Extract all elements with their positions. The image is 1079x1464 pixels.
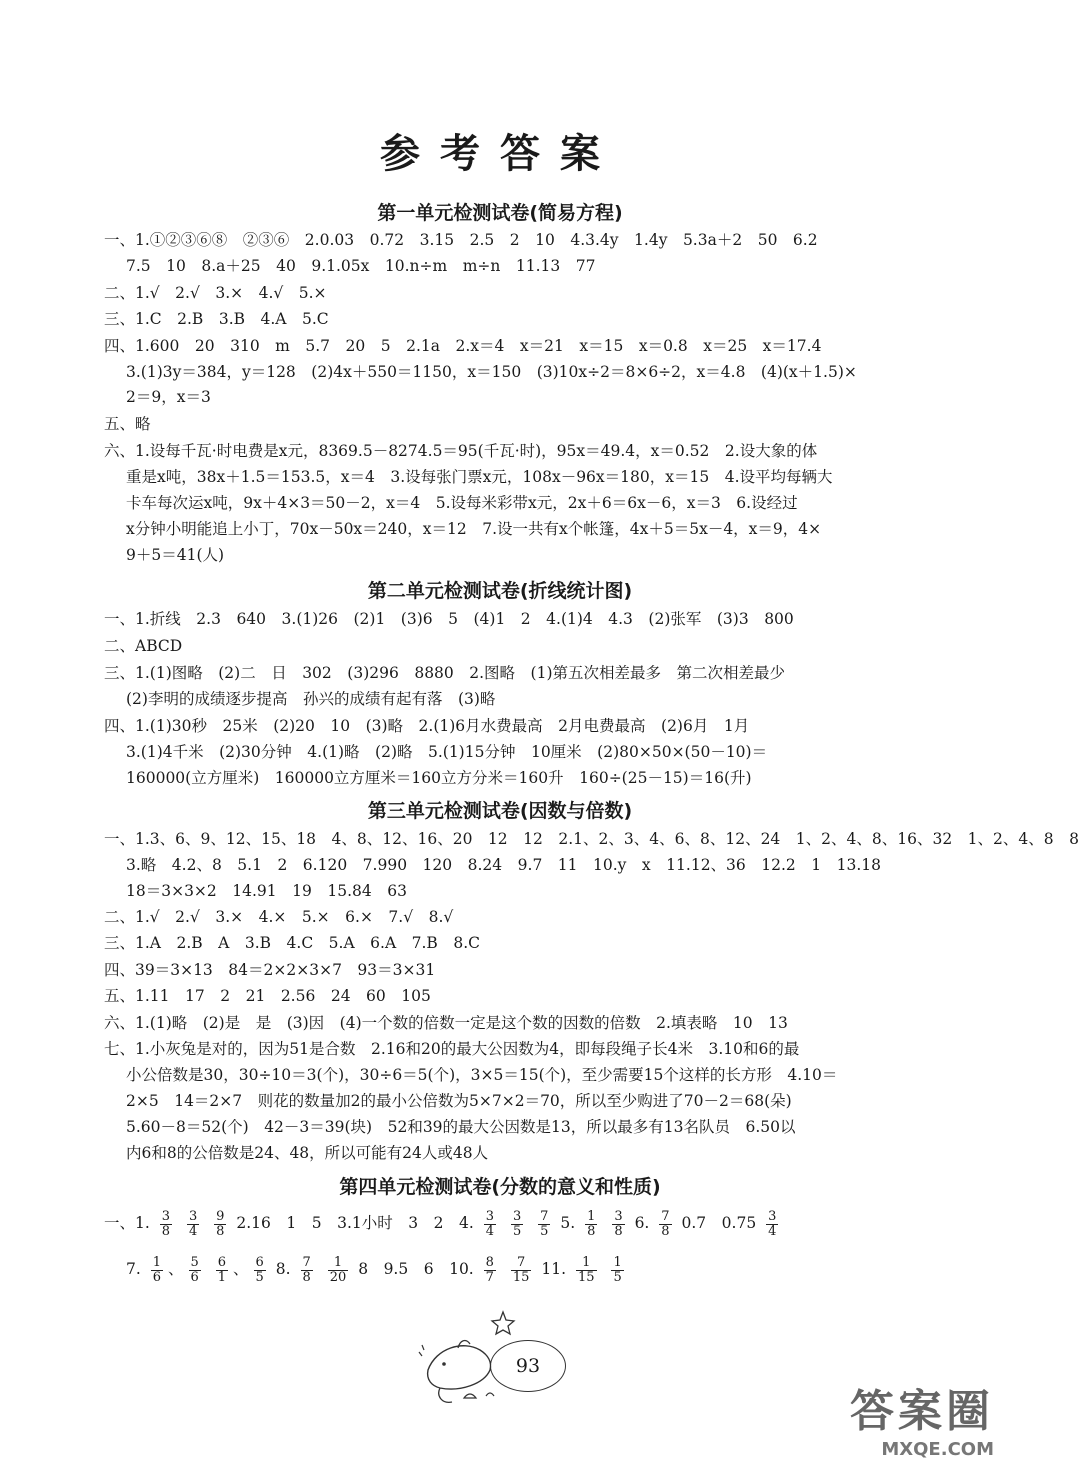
text-segment: 6.	[634, 1214, 650, 1232]
answer-line: 三、1.(1)图略 (2)二 日 302 (3)296 8880 2.图略 (1)第五次相差最多 第二次相差最少	[104, 664, 786, 682]
fraction	[254, 1256, 266, 1285]
answer-line: 重是x吨，38x＋1.5＝153.5，x＝4 3.设每张门票x元，108x－96x＝180，x＝15 4.设平均每辆大	[126, 468, 833, 486]
numerator: 5	[190, 1254, 199, 1270]
numerator: 3	[188, 1208, 198, 1224]
fraction	[612, 1210, 624, 1239]
denominator: 6	[152, 1269, 162, 1285]
fraction	[585, 1210, 597, 1239]
text-segment: 一、1.	[104, 1214, 150, 1232]
fraction	[511, 1256, 532, 1285]
answer-line: 一、1.①②③⑥⑧ ②③⑥ 2.0.03 0.72 3.15 2.5 2 10 4.3.4y 1.4y 5.3a＋2 50 6.2	[104, 231, 818, 249]
section-heading-4: 第四单元检测试卷(分数的意义和性质)	[339, 1176, 661, 1198]
answer-line: 一、1.折线 2.3 640 3.(1)26 (2)1 (3)6 5 (4)1 2 4.(1)4 4.3 (2)张军 (3)3 800	[104, 610, 794, 628]
denominator: 4	[768, 1223, 777, 1239]
answer-line: 3.(1)4千米 (2)30分钟 4.(1)略 (2)略 5.(1)15分钟 10厘米 (2)80×50×(50－10)＝	[126, 743, 768, 761]
answer-line: 卡车每次运x吨，9x＋4×3＝50－2，x＝4 5.设每米彩带x元，2x＋6＝6x－6，x＝3 6.设经过	[126, 494, 798, 512]
fraction	[328, 1256, 349, 1285]
fraction	[611, 1256, 623, 1285]
star-icon	[492, 1312, 514, 1334]
denominator: 8	[216, 1223, 225, 1239]
denominator: 8	[661, 1223, 670, 1239]
numerator: 1	[587, 1208, 596, 1224]
numerator: 6	[217, 1254, 227, 1270]
denominator: 8	[587, 1223, 596, 1239]
numerator: 1	[576, 1256, 597, 1271]
answer-line: 四、1.(1)30秒 25米 (2)20 10 (3)略 2.(1)6月水费最高 2月电费最高 (2)6月 1月	[104, 717, 750, 735]
answer-line: 一、1.3、6、9、12、15、18 4、8、12、16、20 12 12 2.1、2、3、4、6、8、12、24 1、2、4、8、16、32 1、2、4、8 8	[104, 830, 1079, 848]
fraction	[484, 1256, 496, 1285]
answer-line: 七、1.小灰兔是对的，因为51是合数 2.16和20的最大公因数为4，即每段绳子长4米 3.10和6的最	[104, 1040, 800, 1058]
answer-line: 二、1.√ 2.√ 3.× 4.× 5.× 6.× 7.√ 8.√	[104, 908, 454, 926]
numerator: 7	[661, 1208, 670, 1224]
fraction	[214, 1210, 226, 1239]
answer-line: 二、ABCD	[104, 637, 183, 655]
fraction	[189, 1256, 201, 1285]
denominator: 20	[329, 1269, 347, 1285]
text-segment: 11.	[541, 1260, 567, 1278]
numerator: 7	[302, 1254, 311, 1270]
watermark-url: MXQE.COM	[881, 1439, 994, 1460]
denominator: 1	[217, 1269, 227, 1285]
answer-line: 五、略	[104, 415, 151, 433]
answer-line: 四、39＝3×13 84＝2×2×3×7 93＝3×31	[104, 961, 436, 979]
denominator: 8	[302, 1269, 311, 1285]
fraction	[160, 1210, 172, 1239]
denominator: 8	[614, 1223, 623, 1239]
separator: 、	[233, 1260, 249, 1278]
fraction	[151, 1256, 163, 1285]
answer-line: 二、1.√ 2.√ 3.× 4.√ 5.×	[104, 284, 327, 302]
text-segment: 2.16 1 5 3.1小时 3 2 4.	[236, 1214, 474, 1232]
numerator: 1	[613, 1254, 622, 1270]
denominator: 6	[190, 1269, 199, 1285]
denominator: 4	[485, 1223, 495, 1239]
denominator: 4	[188, 1223, 198, 1239]
fraction	[576, 1256, 597, 1285]
numerator: 3	[512, 1208, 522, 1224]
answer-line: 六、1.(1)略 (2)是 是 (3)因 (4)一个数的倍数一定是这个数的因数的倍数 2.填表略 10 13	[104, 1014, 788, 1032]
text-segment: 7.	[126, 1260, 141, 1278]
denominator: 15	[577, 1269, 595, 1285]
page-number: 93	[490, 1340, 566, 1392]
denominator: 15	[512, 1269, 530, 1285]
denominator: 5	[540, 1223, 549, 1239]
answer-line: 内6和8的公倍数是24、48，所以可能有24人或48人	[126, 1144, 489, 1162]
answer-line: 六、1.设每千瓦·时电费是x元，8369.5－8274.5＝95(千瓦·时)，95x＝49.4，x＝0.52 2.设大象的体	[104, 442, 818, 460]
fraction	[511, 1210, 523, 1239]
watermark-logo-text: 答案圈	[850, 1386, 994, 1437]
text-segment: 8 9.5 6 10.	[358, 1260, 474, 1278]
answer-line: 18＝3×3×2 14.91 19 15.84 63	[126, 882, 407, 900]
numerator: 3	[768, 1208, 777, 1224]
fraction	[187, 1210, 199, 1239]
answer-line: 小公倍数是30，30÷10＝3(个)，30÷6＝5(个)，3×5＝15(个)，至少需要15个这样的长方形 4.10＝	[126, 1066, 838, 1084]
denominator: 7	[485, 1269, 494, 1285]
numerator: 3	[614, 1208, 623, 1224]
answer-line: 2＝9，x＝3	[126, 388, 211, 406]
numerator: 9	[216, 1208, 225, 1224]
answer-line: 2×5 14＝2×7 则花的数量加2的最小公倍数为5×7×2＝70，所以至少购进了70－2＝68(朵)	[126, 1092, 792, 1110]
section-heading-2: 第二单元检测试卷(折线统计图)	[367, 580, 633, 602]
answer-line: 五、1.11 17 2 21 2.56 24 60 105	[104, 987, 431, 1005]
watermark	[850, 1375, 994, 1460]
numerator: 3	[485, 1208, 495, 1224]
denominator: 5	[255, 1269, 264, 1285]
numerator: 3	[161, 1208, 171, 1224]
section-heading-1: 第一单元检测试卷(简易方程)	[377, 202, 623, 224]
answer-line: x分钟小明能追上小丁，70x－50x＝240，x＝12 7.设一共有x个帐篷，4x＋5＝5x－4，x＝9，4×	[126, 520, 822, 538]
answer-line: 7.5 10 8.a＋25 40 9.1.05x 10.n÷m m÷n 11.13 77	[126, 257, 596, 275]
answer-line: 9＋5＝41(人)	[126, 546, 225, 564]
text-segment: 5.	[560, 1214, 576, 1232]
denominator: 5	[613, 1269, 622, 1285]
numerator: 7	[511, 1256, 532, 1271]
numerator: 7	[540, 1208, 549, 1224]
denominator: 8	[161, 1223, 171, 1239]
answer-line: 三、1.C 2.B 3.B 4.A 5.C	[104, 310, 329, 328]
answer-line-fractions-1	[104, 1206, 894, 1240]
answer-line-fractions-2	[126, 1252, 916, 1286]
fraction	[484, 1210, 496, 1239]
numerator: 8	[485, 1254, 494, 1270]
section-heading-3: 第三单元检测试卷(因数与倍数)	[367, 800, 633, 822]
answer-line: 5.60－8＝52(个) 42－3＝39(块) 52和39的最大公因数是13，所以最多有13名队员 6.50以	[126, 1118, 796, 1136]
page-title: 参考答案	[380, 131, 620, 177]
fraction	[538, 1210, 550, 1239]
answer-line: 160000(立方厘米) 160000立方厘米＝160立方分米＝160升 160÷(25－15)＝16(升)	[126, 769, 752, 787]
fraction	[659, 1210, 671, 1239]
answer-line: 四、1.600 20 310 m 5.7 20 5 2.1a 2.x＝4 x＝21 x＝15 x＝0.8 x＝25 x＝17.4	[104, 337, 822, 355]
denominator: 5	[512, 1223, 522, 1239]
text-segment: 0.7 0.75	[681, 1214, 757, 1232]
answer-line: 3.(1)3y＝384，y＝128 (2)4x＋550＝1150，x＝150 (3)10x÷2＝8×6÷2，x＝4.8 (4)(x＋1.5)×	[126, 363, 857, 381]
fraction	[766, 1210, 778, 1239]
fraction	[301, 1256, 313, 1285]
answer-line: 3.略 4.2、8 5.1 2 6.120 7.990 120 8.24 9.7 11 10.y x 11.12、36 12.2 1 13.18	[126, 856, 882, 874]
text-segment: 8.	[275, 1260, 291, 1278]
numerator: 1	[328, 1256, 349, 1271]
fraction	[216, 1256, 228, 1285]
answer-line: 三、1.A 2.B A 3.B 4.C 5.A 6.A 7.B 8.C	[104, 934, 480, 952]
answer-line: (2)李明的成绩逐步提高 孙兴的成绩有起有落 (3)略	[126, 690, 496, 708]
numerator: 6	[255, 1254, 264, 1270]
numerator: 1	[152, 1254, 162, 1270]
separator: 、	[168, 1260, 184, 1278]
